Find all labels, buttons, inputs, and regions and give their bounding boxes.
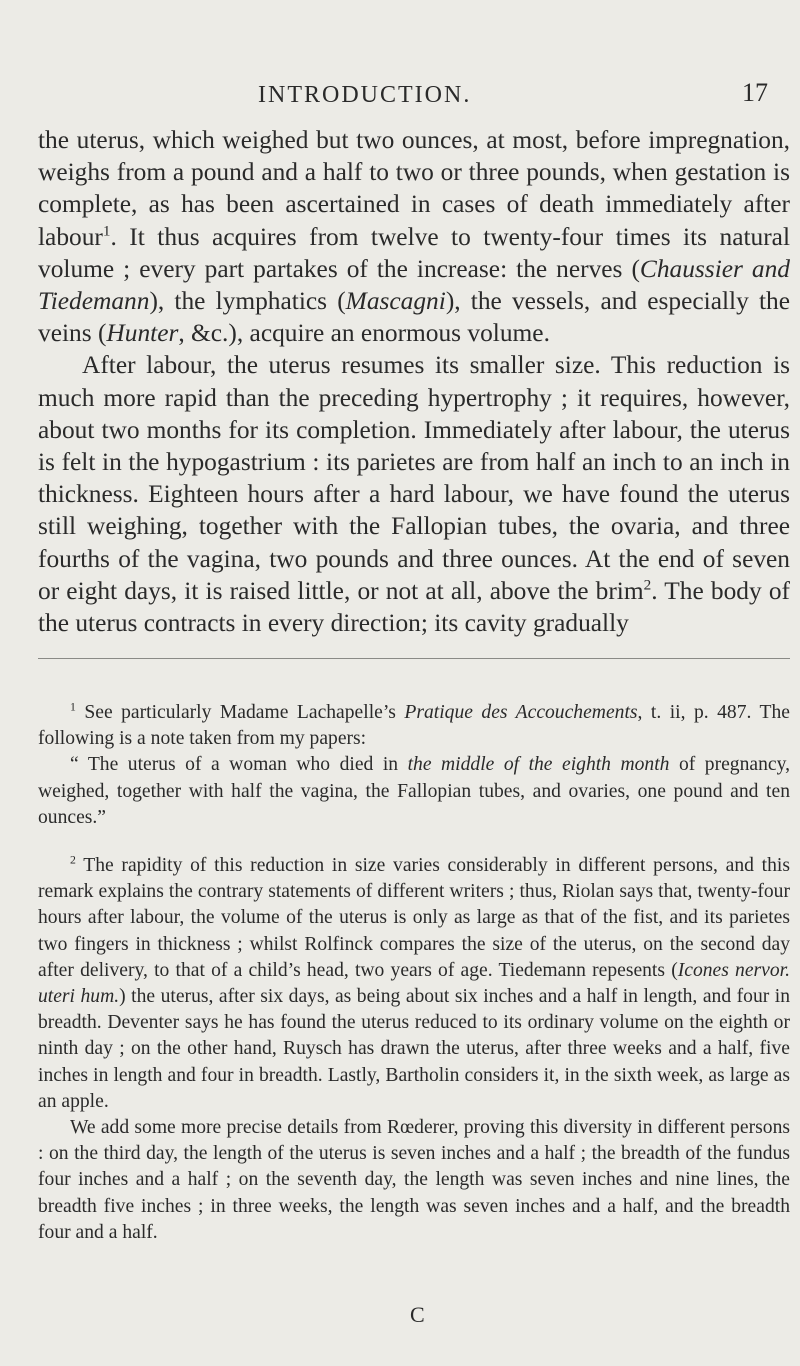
footnote-reference-1: 1 <box>102 222 111 240</box>
footnote-2 <box>38 853 790 1115</box>
footnotes <box>38 700 790 1246</box>
text-run: See particularly Madame Lachapelle’s <box>75 702 405 723</box>
footnote-1-quote <box>38 752 790 831</box>
text-run: “ The uterus of a woman who died in <box>70 754 408 776</box>
italic-text: the middle of the eighth month <box>407 754 670 776</box>
text-run: ), the vessels, and especially the veins ( <box>38 287 790 348</box>
italic-text: Pratique des Accouchements <box>404 702 638 723</box>
text-run: ), the lymphatics ( <box>149 287 346 316</box>
running-title: INTRODUCTION. <box>258 82 472 108</box>
italic-text: Mascagni <box>345 287 446 316</box>
text-run: . The body of the uterus contracts in every direction; its cavity gradually <box>38 576 790 638</box>
italic-text: Icones nervor. uteri hum. <box>38 959 791 1008</box>
text-run: the uterus, which weighed but two ounces, at most, before impregnation, weighs from a pound and a half to two or three pounds, when gestation is complete, as has been ascertained in cases of death immediately after labour <box>38 126 790 251</box>
footnote-reference-2: 2 <box>643 576 652 594</box>
footnote-mark-2: 2 <box>70 853 76 867</box>
footnote-1 <box>38 700 790 752</box>
italic-text: Chaussier and Tiedemann <box>38 254 790 316</box>
footnote-mark-1: 1 <box>70 700 76 714</box>
italic-text: Hunter <box>106 319 179 348</box>
text-run: After labour, the uterus resumes its smaller size. This reduction is much more rapid than the preceding hypertrophy ; it requires, however, about two months for its completion. Immediately after labour, the uterus is felt in the hypogastrium : its parietes are from half an inch to an inch in thickness. Eighteen hours after a hard labour, we have found the uterus still weighing, together with the Fallopian tubes, the ovaria, and three fourths of the vagina, two pounds and three ounces. At the end of seven or eight days, it is raised little, or not at all, above the brim <box>38 351 790 605</box>
paragraph-2 <box>38 349 790 639</box>
text-run: . It thus acquires from twelve to twenty-four times its natural volume ; every part partakes of the increase: the nerves ( <box>38 222 790 283</box>
text-run: , t. ii, p. 487. The following is a note taken from my papers: <box>38 702 790 750</box>
text-run: , &c.), acquire an enormous volume. <box>178 319 550 348</box>
text-run: The rapidity of this reduction in size varies considerably in different persons, and this remark explains the contrary statements of different writers ; thus, Riolan says that, twenty-four hours after labour, the volume of the uterus is only as large as that of the fist, and its parietes two fingers in thickness ; whilst Rolfinck compares the size of the uterus, on the second day after delivery, to that of a child’s head, two years of age. Tiedemann repesents ( <box>38 855 790 981</box>
footnote-divider <box>38 658 790 659</box>
signature-mark: C <box>410 1302 425 1327</box>
page-number: 17 <box>742 78 768 107</box>
spacer <box>38 831 790 853</box>
footnote-2-continued: We add some more precise details from Rœderer, proving this diversity in different persons : on the third day, the length of the uterus is seven inches and a half ; the breadth of the fundus four inches and a half ; on the seventh day, the length was seven inches and nine lines, the breadth five inches ; in three weeks, the length was seven inches and a half, and the breadth four and a half. <box>38 1117 790 1243</box>
page-header <box>0 78 800 116</box>
text-run: ) the uterus, after six days, as being about six inches and a half in length, and four in breadth. Deventer says he has found the uterus reduced to its ordinary volume on the eighth or ninth day ; on the other hand, Ruysch has drawn the uterus, after three weeks and a half, five inches in length and four in breadth. Lastly, Bartholin considers it, in the sixth week, as large as an apple. <box>38 986 791 1112</box>
main-text <box>38 124 790 639</box>
paragraph-1 <box>38 124 790 349</box>
text-run: of pregnancy, weighed, together with half the vagina, the Fallopian tubes, and ovaries, one pound and ten ounces.” <box>38 754 791 828</box>
